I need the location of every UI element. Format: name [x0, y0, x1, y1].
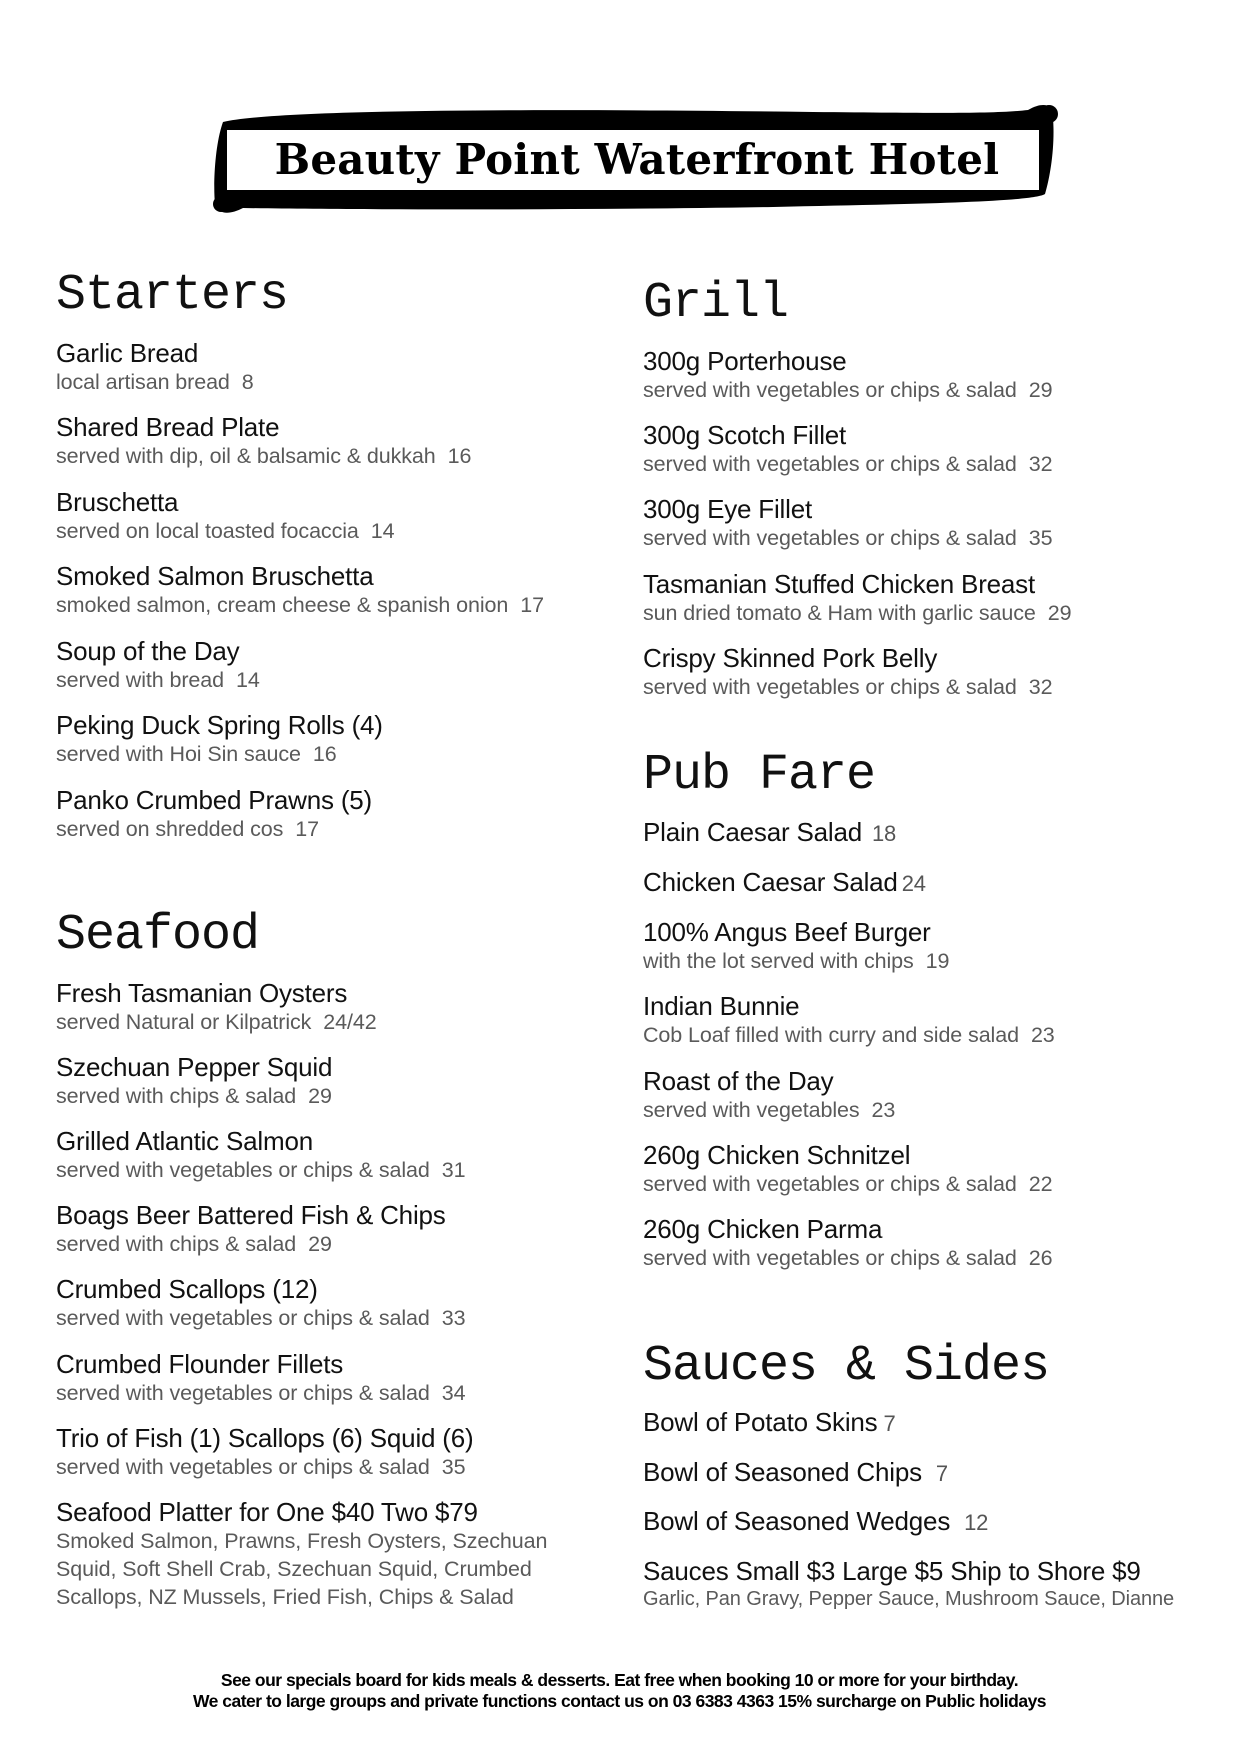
item-description: served with vegetables or chips & salad 35: [56, 1455, 466, 1479]
menu-item: [56, 1423, 616, 1481]
menu-item: [56, 1052, 616, 1110]
item-price: 22: [1028, 1172, 1053, 1196]
item-price: 7: [935, 1461, 948, 1486]
item-description: served on local toasted focaccia 14: [56, 519, 395, 543]
item-description: served with vegetables or chips & salad 31: [56, 1158, 466, 1182]
menu-item: [56, 636, 616, 694]
item-name: Bowl of Seasoned Chips 7: [643, 1457, 948, 1487]
item-description: smoked salmon, cream cheese & spanish onion 17: [56, 593, 544, 617]
item-price: 34: [441, 1381, 466, 1405]
item-name: Boags Beer Battered Fish & Chips: [56, 1200, 446, 1230]
item-description: served with vegetables or chips & salad 22: [643, 1172, 1053, 1196]
item-name: Trio of Fish (1) Scallops (6) Squid (6): [56, 1423, 474, 1453]
menu-item: [643, 1407, 1203, 1439]
item-name: Szechuan Pepper Squid: [56, 1052, 333, 1082]
item-name: Fresh Tasmanian Oysters: [56, 978, 348, 1008]
item-name: Bowl of Potato Skins 7: [643, 1407, 896, 1437]
menu-item: [56, 412, 616, 470]
item-description: served with chips & salad 29: [56, 1084, 332, 1108]
hotel-title: Beauty Point Waterfront Hotel: [274, 135, 1000, 184]
menu-item: [56, 1349, 616, 1407]
section-title-starters: Starters: [56, 267, 289, 324]
section-seafood: [56, 908, 616, 964]
item-name: Crumbed Scallops (12): [56, 1274, 318, 1304]
item-name: 300g Scotch Fillet: [643, 420, 847, 450]
menu-item: [56, 1274, 616, 1332]
item-price: 14: [370, 519, 395, 543]
item-price: 16: [447, 444, 472, 468]
right-column: [643, 0, 1203, 1650]
menu-item: [56, 710, 616, 768]
item-price: 29: [1047, 601, 1072, 625]
menu-item: [643, 867, 1203, 899]
item-name: 260g Chicken Schnitzel: [643, 1140, 911, 1170]
item-price: 29: [1028, 378, 1053, 402]
menu-item: [643, 643, 1203, 701]
item-price: 8: [241, 370, 254, 394]
item-price: 19: [925, 949, 950, 973]
item-name: Bruschetta: [56, 487, 179, 517]
item-name: Seafood Platter for One $40 Two $79: [56, 1497, 478, 1527]
section-title-sauces-sides: Sauces & Sides: [643, 1338, 1050, 1395]
section-title-grill: Grill: [643, 275, 789, 332]
item-price: 16: [312, 742, 337, 766]
item-price: 29: [308, 1084, 332, 1108]
item-name: Soup of the Day: [56, 636, 240, 666]
item-price: 18: [871, 821, 897, 846]
item-name: Smoked Salmon Bruschetta: [56, 561, 374, 591]
item-price: 23: [871, 1098, 896, 1122]
item-description: Garlic, Pan Gravy, Pepper Sauce, Mushroom Sauce, Dianne: [643, 1588, 1175, 1610]
item-name: Sauces Small $3 Large $5 Ship to Shore $9: [643, 1556, 1141, 1586]
menu-item: [643, 1457, 1203, 1489]
item-name: Grilled Atlantic Salmon: [56, 1126, 313, 1156]
menu-item: [56, 978, 616, 1036]
item-description: served Natural or Kilpatrick 24/42: [56, 1010, 377, 1034]
menu-item: [643, 420, 1203, 478]
menu-item: [56, 561, 616, 619]
item-description: served with chips & salad 29: [56, 1232, 332, 1256]
item-name: Crumbed Flounder Fillets: [56, 1349, 344, 1379]
item-description: served with vegetables 23: [643, 1098, 896, 1122]
item-description: served with vegetables or chips & salad 35: [643, 526, 1053, 550]
item-price: 31: [441, 1158, 466, 1182]
menu-item-seafood-platter: [56, 1497, 616, 1611]
item-description: served with vegetables or chips & salad 29: [643, 378, 1053, 402]
menu-item: [643, 817, 1203, 849]
menu-item: [643, 1140, 1203, 1198]
item-description: served with vegetables or chips & salad 32: [643, 675, 1053, 699]
item-price: 33: [441, 1306, 466, 1330]
menu-item: [56, 338, 616, 396]
menu-item: [643, 569, 1203, 627]
item-description: Smoked Salmon, Prawns, Fresh Oysters, Szechuan Squid, Soft Shell Crab, Szechuan Squid, Crumbed Scallops, NZ Mussels, Fried Fish, Chips & Salad: [56, 1529, 548, 1609]
item-price: 26: [1028, 1246, 1053, 1270]
item-name: Indian Bunnie: [643, 991, 800, 1021]
section-title-pub-fare: Pub Fare: [643, 747, 876, 804]
item-description: served with vegetables or chips & salad 26: [643, 1246, 1053, 1270]
section-sauces-sides: [643, 1339, 1203, 1395]
left-column: [56, 0, 616, 1650]
menu-item: [643, 917, 1203, 975]
item-description: served with dip, oil & balsamic & dukkah 16: [56, 444, 472, 468]
menu-item: [643, 346, 1203, 404]
item-price: 32: [1028, 675, 1053, 699]
item-description: sun dried tomato & Ham with garlic sauce 29: [643, 601, 1072, 625]
item-description: with the lot served with chips 19: [643, 949, 950, 973]
item-name: Crispy Skinned Pork Belly: [643, 643, 938, 673]
menu-item: [56, 785, 616, 843]
item-description: served with bread 14: [56, 668, 260, 692]
item-name: 300g Eye Fillet: [643, 494, 812, 524]
menu-item: [643, 1506, 1203, 1538]
item-name: 260g Chicken Parma: [643, 1214, 883, 1244]
item-description: served with vegetables or chips & salad 32: [643, 452, 1053, 476]
item-name: Chicken Caesar Salad 24: [643, 867, 926, 897]
item-description: served with vegetables or chips & salad 33: [56, 1306, 466, 1330]
item-description: served on shredded cos 17: [56, 817, 319, 841]
item-description: served with Hoi Sin sauce 16: [56, 742, 337, 766]
item-price: 24: [901, 871, 926, 896]
item-name: 100% Angus Beef Burger: [643, 917, 931, 947]
item-description: served with vegetables or chips & salad 34: [56, 1381, 466, 1405]
item-price: 7: [883, 1411, 896, 1436]
item-price: 23: [1030, 1023, 1055, 1047]
item-price: 14: [236, 668, 260, 692]
item-name: Garlic Bread: [56, 338, 199, 368]
menu-item: [643, 991, 1203, 1049]
item-name: Plain Caesar Salad 18: [643, 817, 897, 847]
section-pub-fare: [643, 748, 1203, 804]
item-name: Panko Crumbed Prawns (5): [56, 785, 372, 815]
menu-item-sauces: [643, 1556, 1203, 1612]
menu-item: [56, 1200, 616, 1258]
item-name: Tasmanian Stuffed Chicken Breast: [643, 569, 1036, 599]
footer-line-functions: We cater to large groups and private functions contact us on 03 6383 4363 15% surcharge on Public holidays: [192, 1691, 1047, 1711]
item-price: 17: [295, 817, 319, 841]
item-price: 24/42: [323, 1010, 377, 1034]
item-price: 32: [1028, 452, 1053, 476]
menu-item: [643, 1066, 1203, 1124]
item-name: Bowl of Seasoned Wedges 12: [643, 1506, 989, 1536]
item-price: 35: [1028, 526, 1053, 550]
item-description: local artisan bread 8: [56, 370, 254, 394]
item-description: Cob Loaf filled with curry and side salad 23: [643, 1023, 1055, 1047]
section-starters: [56, 268, 616, 324]
menu-item: [643, 494, 1203, 552]
item-name: Shared Bread Plate: [56, 412, 280, 442]
menu-item: [56, 487, 616, 545]
menu-item: [56, 1126, 616, 1184]
section-grill: [643, 276, 1203, 332]
item-name: Peking Duck Spring Rolls (4): [56, 710, 383, 740]
item-name: 300g Porterhouse: [643, 346, 847, 376]
item-price: 12: [964, 1510, 989, 1535]
item-name: Roast of the Day: [643, 1066, 834, 1096]
footer-line-specials: See our specials board for kids meals & desserts. Eat free when booking 10 or more for your birthday.: [220, 1670, 1019, 1690]
item-price: 35: [441, 1455, 466, 1479]
section-title-seafood: Seafood: [56, 907, 260, 964]
footer-notes: [0, 1670, 1239, 1712]
menu-item: [643, 1214, 1203, 1272]
item-price: 17: [520, 593, 544, 617]
item-price: 29: [308, 1232, 332, 1256]
